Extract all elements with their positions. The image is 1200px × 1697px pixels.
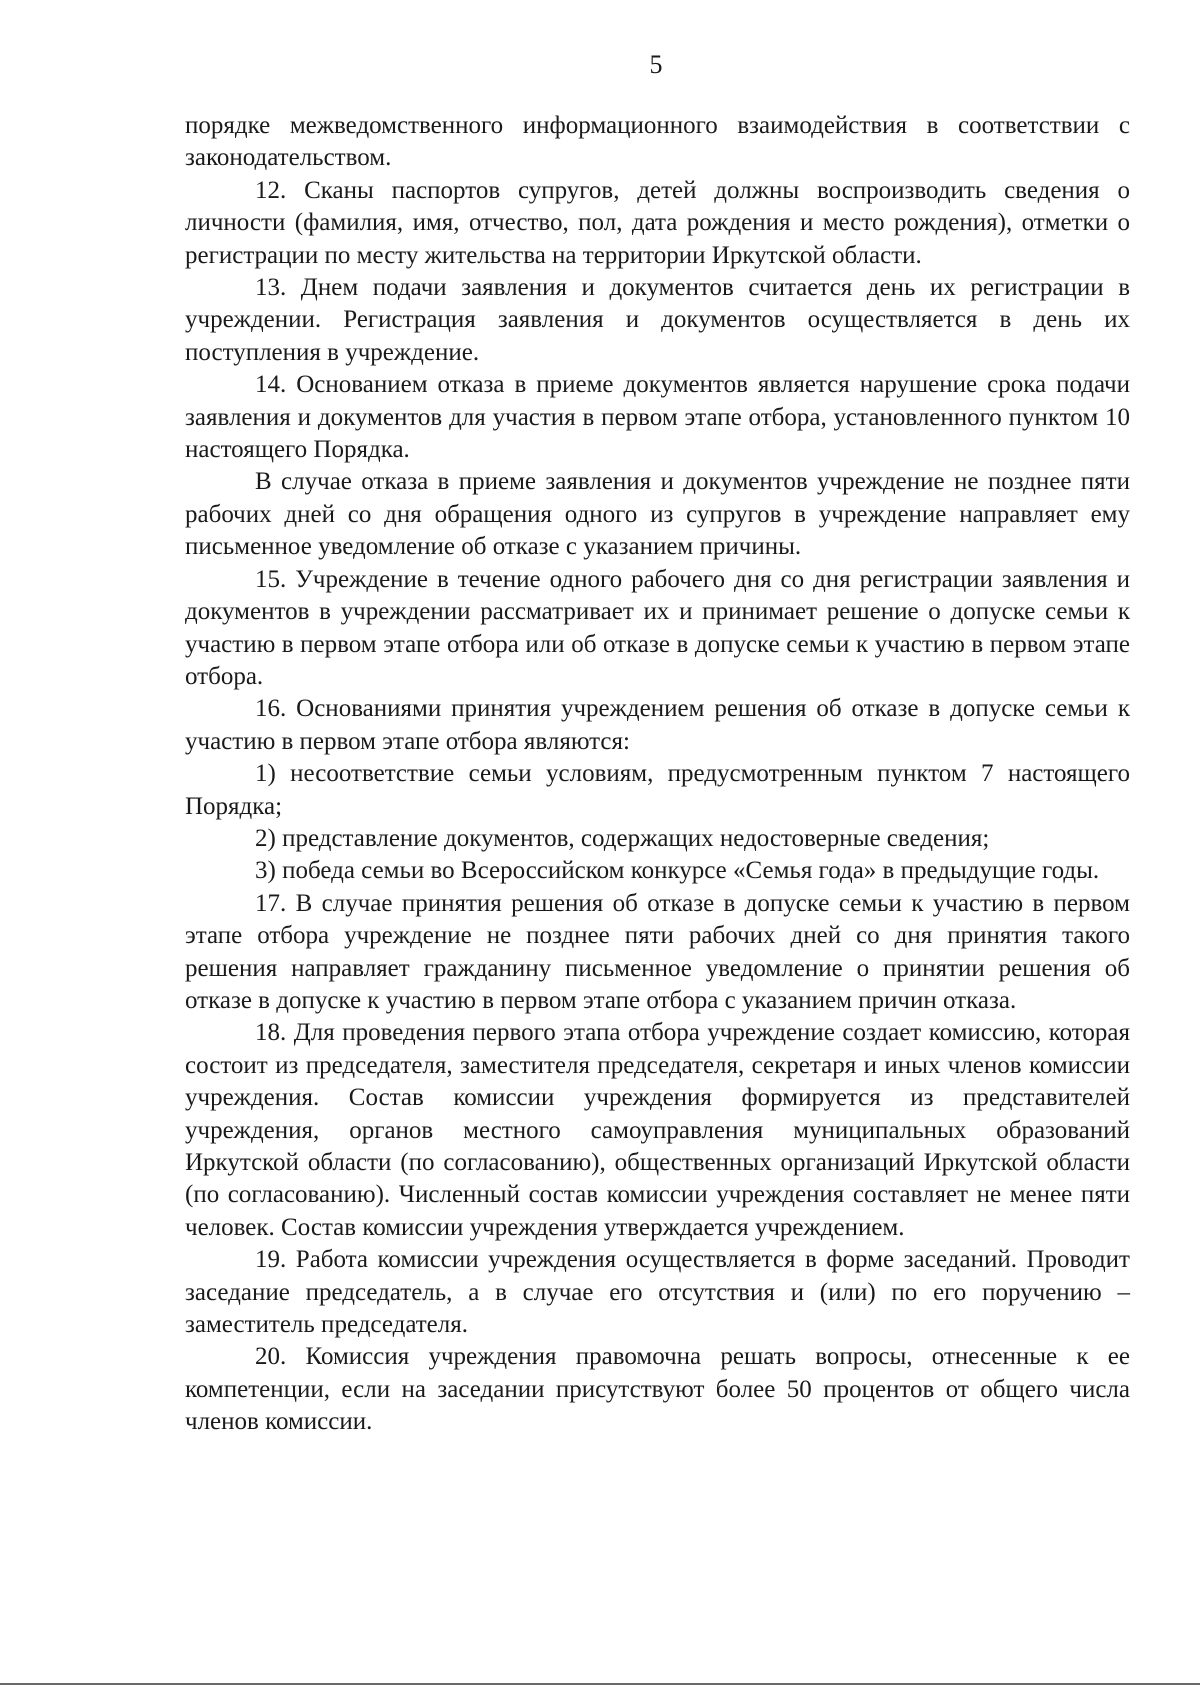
paragraph-continuation: порядке межведомственного информационного взаимодействия в соответствии с законодательством.	[185, 112, 1130, 172]
paragraph-item-16-subitem-2: 2) представление документов, содержащих недостоверные сведения;	[255, 824, 990, 852]
paragraph-item-19: 19. Работа комиссии учреждения осуществляется в форме заседаний. Проводит заседание председатель, а в случае его отсутствия и (или) по его поручению – заместитель председателя.	[185, 1246, 1130, 1339]
page-number: 5	[649, 50, 663, 79]
paragraph-item-13: 13. Днем подачи заявления и документов считается день их регистрации в учреждении. Регистрация заявления и документов осуществляется в день их поступления в учреждение.	[185, 274, 1130, 366]
document-body	[185, 110, 1130, 1439]
paragraph-item-16-subitem-3: 3) победа семьи во Всероссийском конкурсе «Семья года» в предыдущие годы.	[255, 857, 1100, 885]
paragraph-item-20: 20. Комиссия учреждения правомочна решать вопросы, отнесенные к ее компетенции, если на заседании присутствуют более 50 процентов от общего числа членов комиссии.	[185, 1343, 1130, 1436]
paragraph-item-15: 15. Учреждение в течение одного рабочего дня со дня регистрации заявления и документов в учреждении рассматривает их и принимает решение о допуске семьи к участию в первом этапе отбора или об отказе в допуске семьи к участию в первом этапе отбора.	[185, 565, 1130, 690]
paragraph-item-14: 14. Основанием отказа в приеме документов является нарушение срока подачи заявления и документов для участия в первом этапе отбора, установленного пунктом 10 настоящего Порядка.	[185, 371, 1130, 464]
paragraph-item-18: 18. Для проведения первого этапа отбора учреждение создает комиссию, которая состоит из председателя, заместителя председателя, секретаря и иных членов комиссии учреждения. Состав комиссии учреждения формируется из представителей учреждения, органов местного самоуправления муниципальных образований Иркутской области (по согласованию), общественных организаций Иркутской области (по согласованию). Численный состав комиссии учреждения составляет не менее пяти человек. Состав комиссии учреждения утверждается учреждением.	[185, 1019, 1130, 1241]
paragraph-item-12: 12. Сканы паспортов супругов, детей должны воспроизводить сведения о личности (фамилия, имя, отчество, пол, дата рождения и место рождения), отметки о регистрации по месту жительства на территории Иркутской области.	[185, 176, 1130, 269]
paragraph-item-17: 17. В случае принятия решения об отказе в допуске семьи к участию в первом этапе отбора учреждение не позднее пяти рабочих дней со дня принятия такого решения направляет гражданину письменное уведомление о принятии решения об отказе в допуске к участию в первом этапе отбора с указанием причин отказа.	[185, 889, 1130, 1014]
paragraph-item-16: 16. Основаниями принятия учреждением решения об отказе в допуске семьи к участию в первом этапе отбора являются:	[185, 695, 1130, 755]
paragraph-item-16-subitem-1: 1) несоответствие семьи условиям, предусмотренным пунктом 7 настоящего Порядка;	[185, 760, 1130, 820]
paragraph-item-14-refusal: В случае отказа в приеме заявления и документов учреждение не позднее пяти рабочих дней со дня обращения одного из супругов в учреждение направляет ему письменное уведомление об отказе с указанием причины.	[185, 468, 1130, 561]
bottom-divider	[0, 1683, 1200, 1685]
